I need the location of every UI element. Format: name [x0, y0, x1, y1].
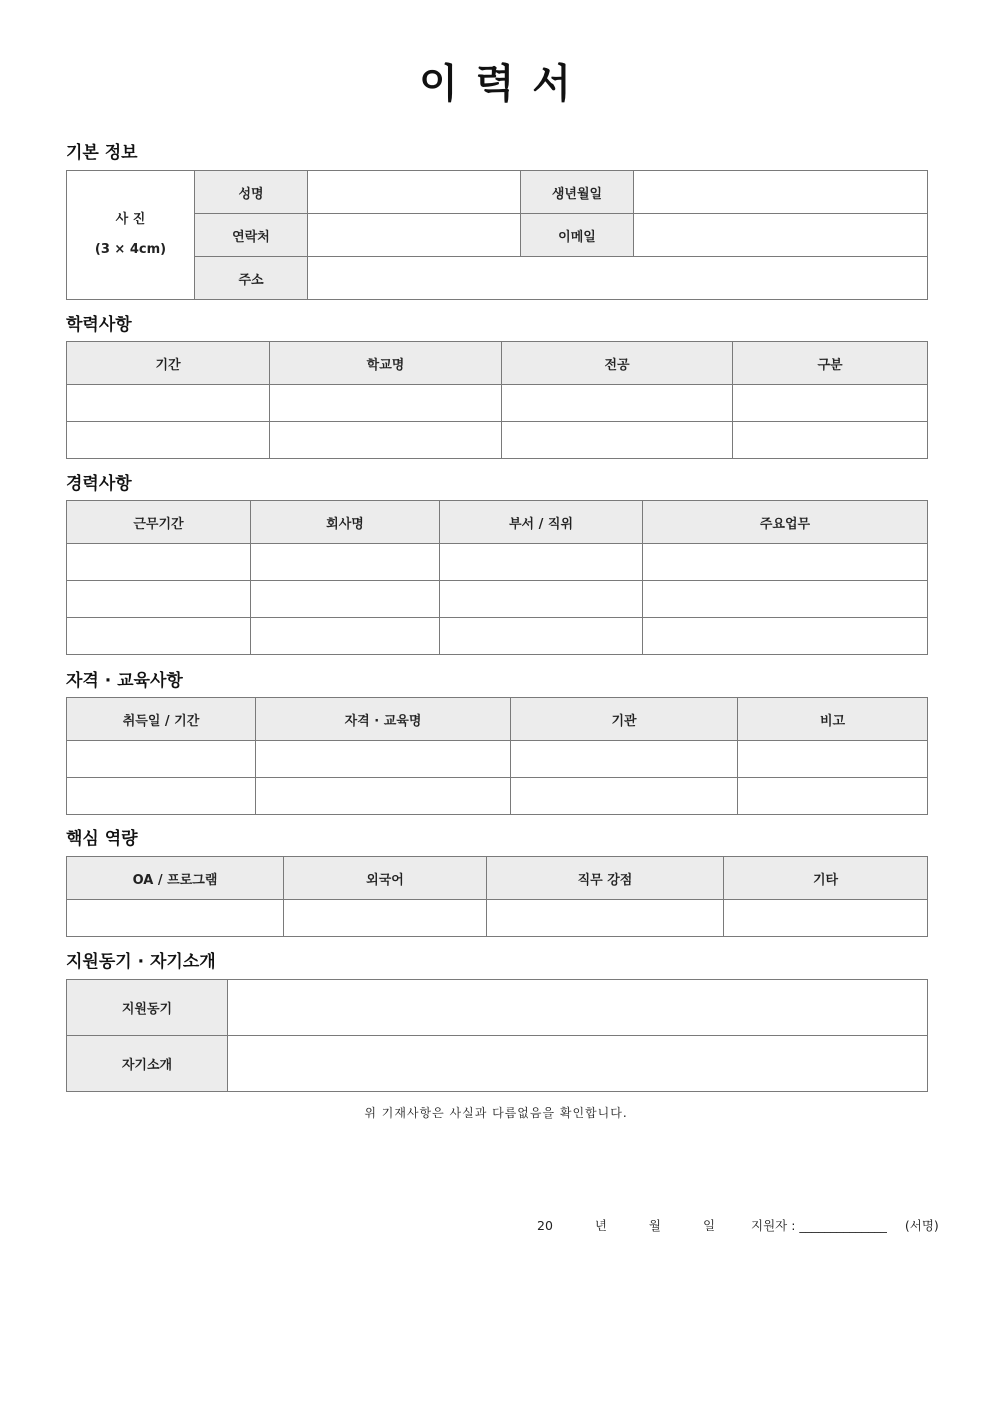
career-cell[interactable] [643, 581, 928, 618]
table-row [67, 618, 928, 655]
confirmation-note: 위 기재사항은 사실과 다름없음을 확인합니다. [364, 1106, 628, 1120]
contact-label: 연락처 [195, 214, 308, 257]
education-col-period: 기간 [67, 342, 270, 385]
self-intro-field[interactable] [228, 1036, 928, 1092]
skills-col-language: 외국어 [284, 857, 487, 900]
license-cell[interactable] [67, 741, 256, 778]
license-cell[interactable] [256, 778, 511, 815]
skills-cell[interactable] [67, 900, 284, 937]
section-title-basic: 기본 정보 [66, 143, 138, 163]
applicant-signature-field[interactable]: 지원자 : ______________ [751, 1218, 887, 1233]
year-prefix: 20 [537, 1218, 553, 1233]
table-row [67, 900, 928, 937]
skills-cell[interactable] [487, 900, 724, 937]
skills-col-oa: OA / 프로그램 [67, 857, 284, 900]
skills-cell[interactable] [284, 900, 487, 937]
name-field[interactable] [308, 171, 521, 214]
year-label: 년 [594, 1218, 607, 1233]
skills-col-etc: 기타 [724, 857, 928, 900]
license-col-date: 취득일 / 기간 [67, 698, 256, 741]
education-cell[interactable] [733, 422, 928, 459]
license-col-institution: 기관 [511, 698, 738, 741]
career-cell[interactable] [440, 544, 643, 581]
career-col-duty: 주요업무 [643, 501, 928, 544]
career-col-period: 근무기간 [67, 501, 251, 544]
education-table [66, 341, 928, 459]
career-cell[interactable] [643, 544, 928, 581]
skills-table [66, 856, 928, 937]
intro-table [66, 979, 928, 1092]
education-cell[interactable] [733, 385, 928, 422]
page-title: 이 력 서 [419, 61, 573, 107]
license-cell[interactable] [738, 778, 928, 815]
table-row [67, 385, 928, 422]
table-row [67, 581, 928, 618]
basic-info-table [66, 170, 928, 300]
contact-field[interactable] [308, 214, 521, 257]
skills-col-strength: 직무 강점 [487, 857, 724, 900]
career-col-company: 회사명 [251, 501, 440, 544]
career-cell[interactable] [67, 618, 251, 655]
education-col-school: 학교명 [270, 342, 502, 385]
education-cell[interactable] [67, 422, 270, 459]
education-cell[interactable] [502, 422, 733, 459]
motive-field[interactable] [228, 980, 928, 1036]
education-cell[interactable] [67, 385, 270, 422]
career-col-position: 부서 / 직위 [440, 501, 643, 544]
license-cell[interactable] [738, 741, 928, 778]
career-cell[interactable] [251, 618, 440, 655]
license-col-name: 자격 · 교육명 [256, 698, 511, 741]
career-cell[interactable] [440, 618, 643, 655]
career-cell[interactable] [251, 544, 440, 581]
education-cell[interactable] [502, 385, 733, 422]
month-label: 월 [648, 1218, 661, 1233]
career-table [66, 500, 928, 655]
birth-field[interactable] [634, 171, 928, 214]
education-col-major: 전공 [502, 342, 733, 385]
sign-label: (서명) [904, 1218, 939, 1233]
section-title-career: 경력사항 [66, 474, 132, 494]
license-table [66, 697, 928, 815]
career-cell[interactable] [67, 581, 251, 618]
photo-size-label: (3 × 4cm) [94, 242, 167, 257]
license-cell[interactable] [511, 778, 738, 815]
self-intro-label: 자기소개 [67, 1036, 228, 1092]
table-row [67, 422, 928, 459]
email-label: 이메일 [521, 214, 634, 257]
career-cell[interactable] [440, 581, 643, 618]
address-label: 주소 [195, 257, 308, 300]
table-row [67, 778, 928, 815]
license-cell[interactable] [256, 741, 511, 778]
photo-label: 사 진 [115, 212, 146, 227]
career-cell[interactable] [67, 544, 251, 581]
day-label: 일 [702, 1218, 716, 1233]
address-field[interactable] [308, 257, 928, 300]
name-label: 성명 [195, 171, 308, 214]
career-cell[interactable] [643, 618, 928, 655]
birth-label: 생년월일 [521, 171, 634, 214]
license-cell[interactable] [511, 741, 738, 778]
email-field[interactable] [634, 214, 928, 257]
motive-label: 지원동기 [67, 980, 228, 1036]
license-col-note: 비고 [738, 698, 928, 741]
section-title-education: 학력사항 [66, 315, 132, 335]
section-title-license: 자격 · 교육사항 [66, 671, 183, 691]
license-cell[interactable] [67, 778, 256, 815]
education-col-type: 구분 [733, 342, 928, 385]
table-row [67, 544, 928, 581]
table-row [67, 741, 928, 778]
career-cell[interactable] [251, 581, 440, 618]
section-title-intro: 지원동기 · 자기소개 [66, 952, 216, 972]
skills-cell[interactable] [724, 900, 928, 937]
education-cell[interactable] [270, 422, 502, 459]
section-title-skills: 핵심 역량 [66, 829, 138, 849]
photo-box[interactable] [67, 171, 195, 300]
education-cell[interactable] [270, 385, 502, 422]
signature-line [537, 1216, 939, 1234]
